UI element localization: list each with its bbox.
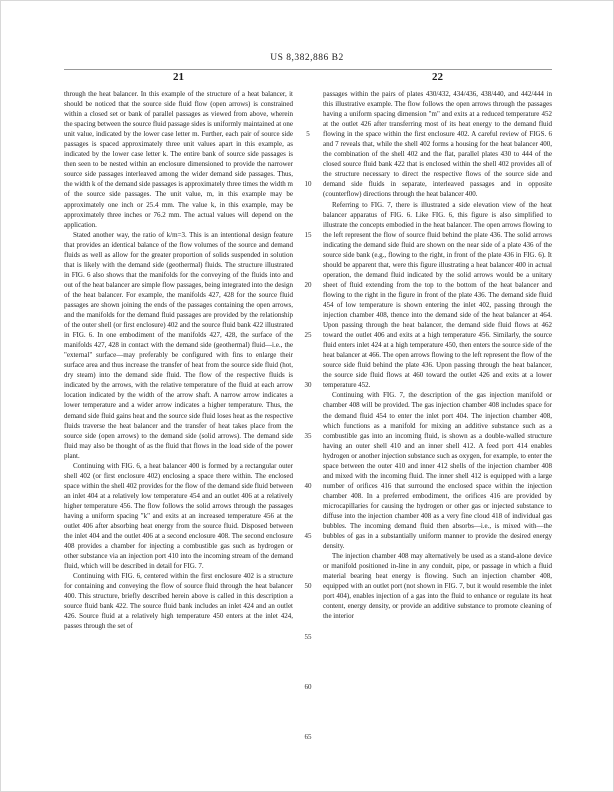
paragraph: through the heat balancer. In this example of the structure of a heat balancer, it should be noticed that the source side fluid flow (open arrows) is constrained within a closed set or bank of parallel passages as viewed from above, wherein the spacing between the source fluid passage sides is uniformly maintained at one unit value, indicated by the lower case letter m. Further, each pair of source side passages is spaced approximately three unit values apart in this example, as indicated by the lower case letter k. The entire bank of source side passages is then seen to be nested within an enclosure dimensioned to provide the narrower source side passages interleaved among the wider demand side passages. Thus, the width k of the demand side passages is approximately three times the width m of the source side passages. The unit value, m, in this example may be approximately one inch or 25.4 mm. The value k, in this example, may be approximately three inches or 76.2 mm. The actual values will depend on the application.	[64, 90, 294, 229]
line-number: 25	[304, 331, 312, 339]
line-number: 40	[304, 482, 312, 490]
paragraph: Continuing with FIG. 6, a heat balancer 400 is formed by a rectangular outer shell 402 (or first enclosure 402) enclosing a space there within. The enclosed space within the shell 402 provides for the flow of the demand side fluid between an inlet 404 at a relatively low temperature 454 and an outlet 406 at a relatively higher temperature 456. The flow follows the solid arrows through the passages having a uniform spacing "k" and exits at an increased temperature 456 at the outlet 406 after absorbing heat energy from the source fluid. Disposed between the inlet 404 and the outlet 406 at a second enclosure 408. The second enclosure 408 provides a chamber for injecting a combustible gas such as hydrogen or other substance via an injection port 410 into the incoming stream of the demand fluid, which will be described in detail for FIG. 7.	[64, 461, 293, 571]
line-number: 10	[304, 180, 312, 188]
left-column	[64, 89, 293, 632]
line-number: 5	[306, 130, 310, 138]
patent-number: US 8,382,886 B2	[270, 53, 344, 63]
line-number: 55	[304, 633, 312, 641]
line-number: 15	[304, 231, 312, 239]
line-number: 65	[304, 733, 312, 741]
paragraph: Continuing with FIG. 7, the description of the gas injection manifold or chamber 408 will be provided. The gas injection chamber 408 includes space for the demand fluid 454 to enter the inlet port 404. The injection chamber 408, which functions as a manifold for mixing an additive substance such as a combustible gas into an incoming fluid, is shown as a double-walled structure having an outer shell 410 and an inner shell 412. A feed port 414 enables hydrogen or another injection substance such as oxygen, for example, to enter the space between the outer 410 and inner 412 shells of the injection chamber 408 and mixed with the incoming fluid. The inner shell 412 is equipped with a large number of orifices 416 that surround the enclosed space within the injection chamber 408. In a preferred embodiment, the orifices 416 are provided by microcapillaries for causing the hydrogen or other gas or injected substance to diffuse into the injection chamber 408 as a very fine cloud 418 of individual gas bubbles. The incoming demand fluid then absorbs—i.e., is mixed with—the bubbles of gas in a substantially uniform manner to provide the desired energy density.	[323, 391, 552, 551]
left-column-number: 21	[173, 71, 184, 83]
gutter-spacer	[293, 71, 323, 83]
line-number-gutter	[293, 89, 323, 741]
line-number: 45	[304, 532, 312, 540]
paragraph: The injection chamber 408 may alternatively be used as a stand-alone device or manifold positioned in-line in any conduit, pipe, or passage in which a fluid material bearing heat energy is flowing. Such an injection chamber 408, equipped with an outlet port (not shown in FIG. 7, but it would resemble the inlet port 404), enables injection of a gas into the fluid to enhance or regulate its heat content, energy density, or provide an additive substance to promote cleaning of the interior	[323, 552, 552, 621]
paragraph: passages within the pairs of plates 430/432, 434/436, 438/440, and 442/444 in this illustrative example. The flow follows the open arrows through the passages having a uniform spacing dimension "m" and exits at a reduced temperature 452 at the outlet 426 after transferring most of its heat energy to the demand fluid flowing in the space within the first enclosure 402. A careful review of FIGS. 6 and 7 reveals that, while the shell 402 forms a housing for the heat balancer 400, the combination of the shell 402 and the flat, parallel plates 430 to 444 of the closed source fluid bank 422 that is enclosed within the shell 402 provides all of the structure necessary to direct the respective flows of the source side and demand side fluids in separate, interleaved passages and in opposite (counterflow) directions through the heat balancer 400.	[323, 90, 552, 199]
line-number: 50	[304, 582, 312, 590]
paragraph: Continuing with FIG. 6, centered within the first enclosure 402 is a structure for containing and conveying the flow of source fluid through the heat balancer 400. This structure, briefly described herein above is called in this description a source fluid bank 422. The source fluid bank includes an inlet 424 and an outlet 426. Source fluid at a relatively high temperature 450 enters at the inlet 424, passes through the set of	[64, 572, 293, 631]
line-number: 35	[304, 432, 312, 440]
line-number: 60	[304, 683, 312, 691]
header-rule	[64, 69, 552, 70]
paragraph: Referring to FIG. 7, there is illustrated a side elevation view of the heat balancer apparatus of FIG. 6. Like FIG. 6, this figure is also simplified to illustrate the concepts embodied in the heat balancer. The open arrows flowing to the left represent the flow of source fluid behind the plate 436. The solid arrows indicating the demand side fluid are shown on the near side of a plate 436 of the source side bank (e.g., flowing to the right, in front of the plate 436 in FIG. 6). It should be apparent that, were this figure illustrating a heat balancer 400 in actual operation, the demand fluid indicated by the solid arrows would be a unitary sheet of fluid extending from the top to the bottom of the heat balancer and flowing to the right in the figure in front of the plate 436. The demand side fluid 454 of low temperature is shown entering the inlet 402, passing through the injection chamber 408, thence into the demand side of the heat balancer at 464. Upon passing through the heat balancer, the demand side fluid flows at 462 toward the outlet 406 and exits at a high temperature 456. Similarly, the source fluid enters inlet 424 at a high temperature 450, then enters the source side of the heat balancer at 466. The open arrows flowing to the left represent the flow of the source side fluid behind the plate 436. Upon passing through the heat balancer, the source side fluid flows at 460 toward the outlet 426 and exits at a lower temperature 452.	[323, 200, 552, 390]
column-numbers	[64, 71, 552, 83]
paragraph: Stated another way, the ratio of k/m=3. This is an intentional design feature that provides an identical balance of the flow volumes of the source and demand fluids as well as allow for the greater proportion of solids suspended in solution that is likely with the demand side (geothermal) fluids. The structure illustrated in FIG. 6 also shows that the manifolds for the conveying of the fluids into and out of the heat balancer are simple flow passages, being integrated into the design of the heat balancer. For example, the manifolds 427, 428 for the source fluid passages are shown joining the ends of the passages containing the open arrows, and the manifolds for the demand fluid passages are provided by the relationship of the outer shell (or first enclosure) 402 and the source fluid bank 422 illustrated in FIG. 6. In one embodiment of the manifolds 427, 428, the surface of the manifolds 427, 428 in contact with the demand side (geothermal) fluid—i.e., the "external" surface—may preferably be configured with fins to enlarge their surface area and thus increase the transfer of heat from the source side fluid (hot, dry steam) into the demand side fluid. The flow of the respective fluids is indicated by the arrows, with the relative temperature of the fluid at each arrow location indicated by the width of the arrow shaft. A narrow arrow indicates a lower temperature and a wider arrow indicates a higher temperature. Thus, the demand side fluid gains heat and the source side fluid loses heat as the respective fluids traverse the heat balancer and the transfer of heat takes place from the source side (open arrows) to the demand side (solid arrows). The demand side fluid may also be thought of as the fluid that flows in the load side of the power plant.	[64, 230, 293, 460]
right-column	[323, 89, 552, 632]
right-column-number: 22	[432, 71, 443, 83]
text-body	[64, 89, 552, 741]
line-number: 20	[304, 281, 312, 289]
line-number: 30	[304, 381, 312, 389]
